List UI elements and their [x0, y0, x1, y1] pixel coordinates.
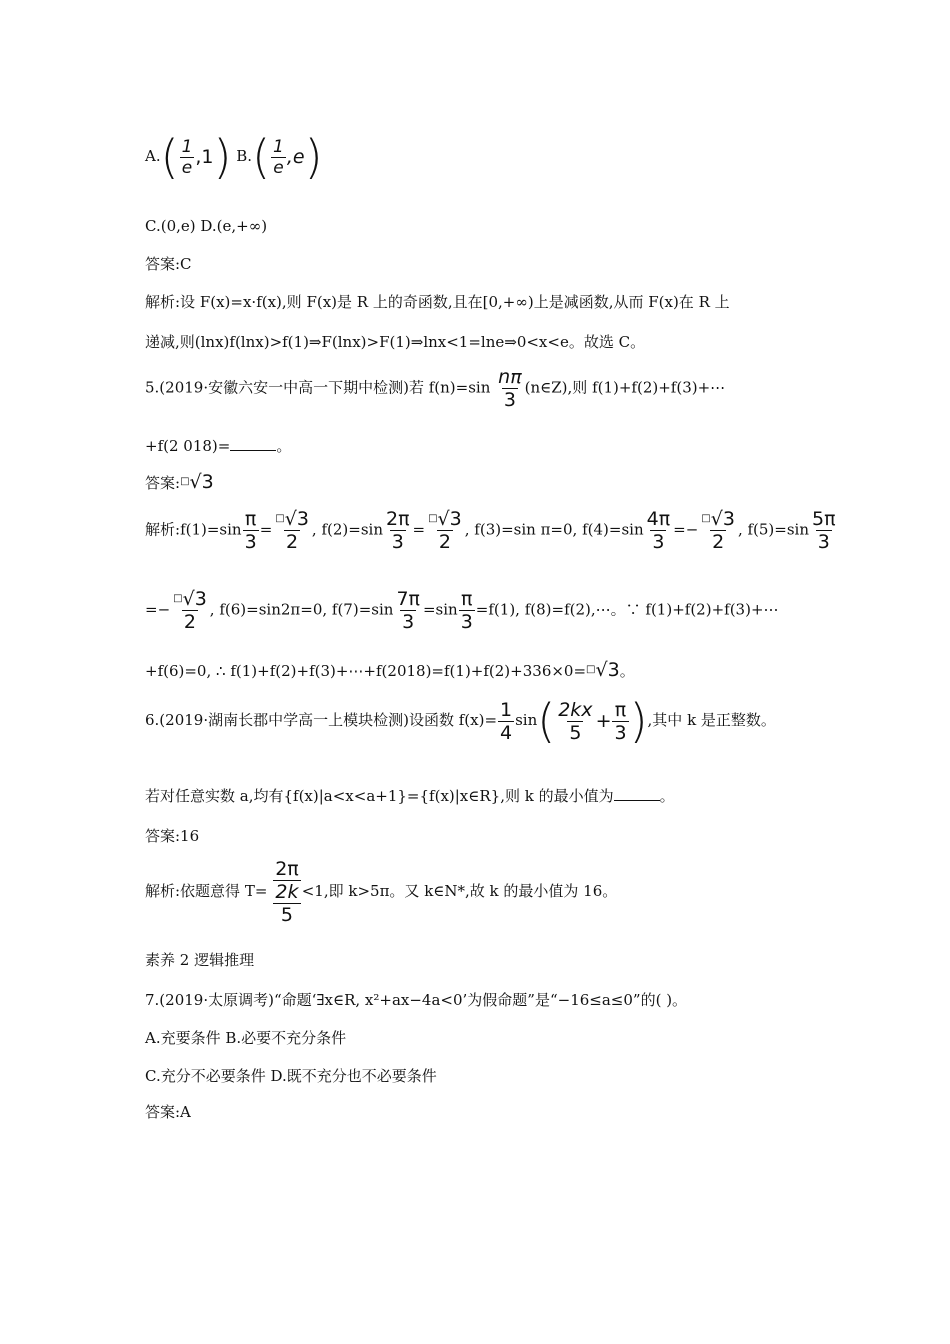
q4-options-cd: C.(0,e) D.(e,+∞) [145, 217, 268, 235]
q5-stem: 5.(2019·安徽六安一中高一下期中检测)若 f(n)=sin $\frac{n\pi}{3}$ (n∈Z),则 f(1)+f(2)+f(3)+⋯ [145, 366, 726, 411]
q6-answer: 答案:16 [145, 827, 200, 845]
answer-blank [614, 786, 660, 801]
q7-stem: 7.(2019·太原调考)“命题‘∃x∈R, x²+ax−4a<0’为假命题”是“−16≤a≤0”的( )。 [145, 991, 688, 1009]
q7-options-cd: C.充分不必要条件 D.既不充分也不必要条件 [145, 1067, 437, 1085]
q6-stem-2: 若对任意实数 a,均有{f(x)|a<x<a+1}={f(x)|x∈R},则 k 的最小值为 。 [145, 787, 675, 805]
section-title: 素养 2 逻辑推理 [145, 951, 255, 969]
q7-answer: 答案:A [145, 1103, 191, 1121]
q6-stem: 6.(2019·湖南长郡中学高一上模块检测)设函数 f(x)= $\frac{1}{4}$ sin( $\frac{2kx}{5}$ + $\frac{\pi}{3}$ ),其中 k 是正整数。 [145, 694, 776, 748]
q4-explanation-1: 解析:设 F(x)=x·f(x),则 F(x)是 R 上的奇函数,且在[0,+∞)上是减函数,从而 F(x)在 R 上 [145, 293, 730, 311]
option-b-label: B. [236, 147, 253, 165]
q5-stem-2: +f(2 018)= 。 [145, 437, 292, 455]
q4-explanation-2: 递减,则(lnx)f(lnx)>f(1)⇒F(lnx)>F(1)⇒lnx<1=lne⇒0<x<e。故选 C。 [145, 333, 646, 351]
q6-explanation: 解析:依题意得 T= 2π 2k 5 <1,即 k>5π。又 k∈N*,故 k 的最小值为 16。 [145, 858, 618, 926]
option-a-label: A. [145, 147, 161, 165]
q5-explanation-3: +f(6)=0, ∴ f(1)+f(2)+f(3)+⋯+f(2018)=f(1)+f(2)+336×0=□√3。 [145, 659, 635, 681]
q5-answer: 答案:□√3 [145, 471, 214, 493]
answer-blank [230, 436, 276, 451]
q7-options-ab: A.充要条件 B.必要不充分条件 [145, 1029, 347, 1047]
q5-explanation-1: 解析:f(1)=sin $\frac{\pi}{3}$ = $\frac{^□√3}{2}$ , f(2)=sin $\frac{2\pi}{3}$ = $\frac{^□√3}{2}$ , f(3)=sin π=0, f(4)=sin $\frac{4\pi}{3}$ =− $\frac{^□√3}{2}$ , f(5)=sin $\frac{5\pi}{3}$ [145, 508, 836, 553]
q4-options-ab: A.( $\frac{1}{e}$ ,1) B.( $\frac{1}{e}$ ,e) [145, 130, 323, 184]
q5-explanation-2: =− $\frac{^□√3}{2}$ , f(6)=sin2π=0, f(7)=sin $\frac{7\pi}{3}$ =sin $\frac{\pi}{3}$ =f(1), f(8)=f(2),⋯。∵ f(1)+f(2)+f(3)+⋯ [145, 588, 779, 633]
q4-answer: 答案:C [145, 255, 192, 273]
